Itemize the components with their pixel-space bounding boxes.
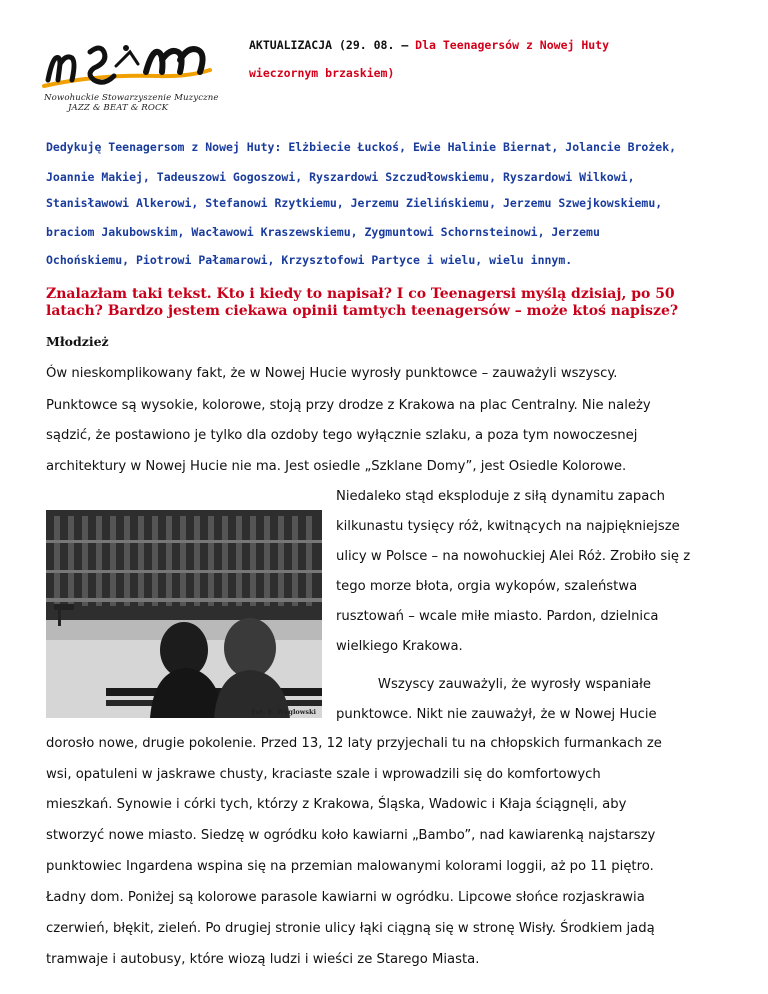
article-line: Ładny dom. Poniżej są kolorowe parasole kawiarni w ogródku. Lipcowe słońce rozjaskrawia bbox=[46, 890, 645, 905]
dedication-line: Ochońskiemu, Piotrowi Pałamarowi, Krzysztofowi Partyce i wielu, wielu innym. bbox=[46, 253, 573, 267]
update-header-label: AKTUALIZACJA (29. 08. – bbox=[249, 38, 416, 52]
article-line: mieszkań. Synowie i córki tych, którzy z Krakowa, Śląska, Wadowic i Kłaja ściągnęli, aby bbox=[46, 797, 627, 812]
article-line: czerwień, błękit, zieleń. Po drugiej stronie ulicy łąki ciągną się w stronę Wisły. Środkiem jadą bbox=[46, 921, 655, 936]
article-line: stworzyć nowe miasto. Siedzę w ogródku koło kawiarni „Bambo”, nad kawiarenką najstarszy bbox=[46, 828, 656, 843]
article-line: Niedaleko stąd eksploduje z siłą dynamitu zapach bbox=[336, 489, 665, 504]
update-header-line2: wieczornym brzaskiem) bbox=[249, 66, 395, 80]
article-line: Wszyscy zauważyli, że wyrosły wspaniałe bbox=[336, 677, 652, 692]
dedication-line: Stanisławowi Alkerowi, Stefanowi Rzytkiemu, Jerzemu Zielińskiemu, Jerzemu Szwejkowskiemu, bbox=[46, 196, 663, 210]
article-heading: Młodzież bbox=[46, 334, 109, 349]
article-line: architektury w Nowej Hucie nie ma. Jest osiedle „Szklane Domy”, jest Osiedle Kolorowe. bbox=[46, 459, 627, 474]
logo-caption-line2: JAZZ & BEAT & ROCK bbox=[68, 103, 169, 113]
article-photo bbox=[46, 510, 322, 718]
article-line: Punktowce są wysokie, kolorowe, stoją przy drodze z Krakowa na plac Centralny. Nie należy bbox=[46, 398, 651, 413]
dedication-line: braciom Jakubowskim, Wacławowi Kraszewskiemu, Zygmuntowi Schornsteinowi, Jerzemu bbox=[46, 225, 600, 239]
article-line: Ów nieskomplikowany fakt, że w Nowej Hucie wyrosły punktowce – zauważyli wszyscy. bbox=[46, 366, 618, 381]
article-line: wsi, opatuleni w jaskrawe chusty, kraciaste szale i wprowadzili się do komfortowych bbox=[46, 767, 601, 782]
article-line: punktowce. Nikt nie zauważył, że w Nowej Hucie bbox=[336, 707, 657, 722]
article-line: ulicy w Polsce – na nowohuckiej Alei Róż. Zrobiło się z bbox=[336, 549, 691, 564]
article-line: wielkiego Krakowa. bbox=[336, 639, 463, 654]
article-line: rusztowań – wcale miłe miasto. Pardon, dzielnica bbox=[336, 609, 659, 624]
update-header-line1 bbox=[249, 38, 609, 52]
dedication-line: Dedykuję Teenagersom z Nowej Huty: Elżbiecie Łuckoś, Ewie Halinie Biernat, Jolancie Brożek, bbox=[46, 140, 677, 154]
dedication-line: Joannie Makiej, Tadeuszowi Gogoszowi, Ryszardowi Szczudłowskiemu, Ryszardowi Wilkowi, bbox=[46, 170, 635, 184]
logo-caption-line1: Nowohuckie Stowarzyszenie Muzyczne bbox=[44, 93, 219, 103]
article-line: sądzić, że postawiono je tylko dla ozdoby tego wyłącznie szlaku, a poza tym nowoczesnej bbox=[46, 428, 638, 443]
article-line: dorosło nowe, drugie pokolenie. Przed 13, 12 laty przyjechali tu na chłopskich furmankach ze bbox=[46, 736, 662, 751]
article-line: kilkunastu tysięcy róż, kwitnących na najpiękniejsze bbox=[336, 519, 680, 534]
article-line: tego morze błota, orgia wykopów, szaleństwa bbox=[336, 579, 638, 594]
nsm-logo bbox=[38, 30, 238, 116]
article-line: tramwaje i autobusy, które wiozą ludzi i wieści ze Starego Miasta. bbox=[46, 952, 480, 967]
nsm-logo-mark bbox=[38, 30, 238, 94]
photo-illustration bbox=[46, 510, 322, 718]
photo-credit: Fot. E. Węglowski bbox=[251, 708, 316, 716]
intro-question: Znalazłam taki tekst. Kto i kiedy to napisał? I co Teenagersi myślą dzisiaj, po 50 latach? Bardzo jestem ciekawa opinii tamtych teenagersów – może ktoś napisze? bbox=[46, 286, 679, 319]
update-header-title: Dla Teenagersów z Nowej Huty bbox=[415, 38, 610, 52]
article-line: punktowiec Ingardena wspina się na przemian malowanymi kolorami loggii, aż po 11 piętro. bbox=[46, 859, 654, 874]
